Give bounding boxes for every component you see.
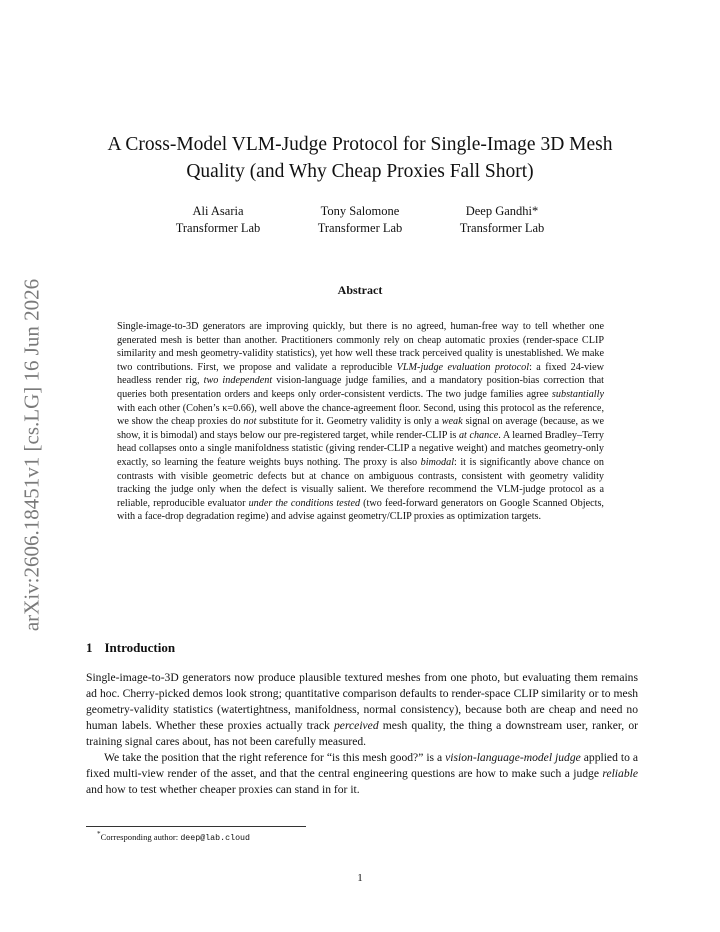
section-title: Introduction	[104, 640, 176, 655]
paper-title: A Cross-Model VLM-Judge Protocol for Single-Image 3D Mesh Quality (and Why Cheap Proxies Fall Short)	[107, 134, 613, 182]
author-2	[318, 203, 403, 237]
intro-body	[86, 670, 638, 798]
author-name: Deep Gandhi*	[465, 204, 539, 218]
footnote-email: deep@lab.cloud	[180, 833, 251, 843]
author-affiliation: Transformer Lab	[317, 221, 403, 235]
abstract-heading: Abstract	[337, 283, 383, 297]
arxiv-side-label: arXiv:2606.18451v1 [cs.LG] 16 Jun 2026	[19, 278, 44, 632]
author-3	[460, 203, 545, 237]
footnote-rule	[86, 826, 306, 827]
author-1	[176, 203, 261, 237]
author-name: Ali Asaria	[192, 204, 244, 218]
author-name: Tony Salomone	[320, 204, 400, 218]
author-affiliation: Transformer Lab	[175, 221, 261, 235]
section-heading	[86, 640, 175, 656]
abstract-text: Single-image-to-3D generators are improving quickly, but there is no agreed, human-free way to tell whether one generated mesh is better than another. Practitioners commonly rely on cheap automatic proxies (render-space CLIP similarity and mesh geometry-validity statistics), yet how well these track perceived quality is unestablished. We make two contributions. First, we propose and validate a reproducible VLM-judge evaluation protocol: a fixed 24-view headless render rig, two independent vision-language judge families, and a mandatory position-bias correction that queries both presentation orders and keeps only order-consistent verdicts. The two judge families agree substantially with each other (Cohen’s κ=0.66), well above the chance-agreement floor. Second, using this protocol as the reference, we show the cheap proxies do not substitute for it. Geometry validity is only a weak signal on average (because, as we show, it is bimodal) and stays below our pre-registered target, while render-CLIP is at chance. A learned Bradley–Terry head collapses onto a single manifoldness statistic (giving render-CLIP a negative weight) and matches geometry-only exactly, so learning the feature weights buys nothing. The proxy is also bimodal: it is significantly above chance on contrasts with visible geometric defects but at chance on ambiguous contrasts, consistent with geometry validity tracking the judge only when the defect is visually salient. We therefore recommend the VLM-judge protocol as a reliable, reproducible evaluator under the conditions tested (two feed-forward generators on Google Scanned Objects, with a face-drop degradation regime) and advise against geometry/CLIP proxies as optimization targets.	[117, 321, 605, 523]
intro-paragraph-2: We take the position that the right reference for “is this mesh good?” is a vision-language-model judge applied to a fixed multi-view render of the asset, and that the central engineering questions are how to make such a judge reliable and how to test whether cheaper proxies can stand in for it.	[86, 751, 638, 796]
section-number: 1	[86, 640, 93, 655]
intro-paragraph-1: Single-image-to-3D generators now produce plausible textured meshes from one photo, but evaluating them remains ad hoc. Cherry-picked demos look strong; quantitative comparison defaults to render-space CLIP similarity or to mesh geometry-validity statistics (watertightness, manifoldness, normal consistency), because both are cheap and need no human labels. Whether these proxies actually track perceived mesh quality, the thing a downstream user, ranker, or training signal cares about, has not been carefully measured.	[86, 671, 638, 748]
footnote: *Corresponding author: deep@lab.cloud	[97, 830, 251, 843]
author-affiliation: Transformer Lab	[459, 221, 545, 235]
page-number: 1	[357, 872, 363, 884]
